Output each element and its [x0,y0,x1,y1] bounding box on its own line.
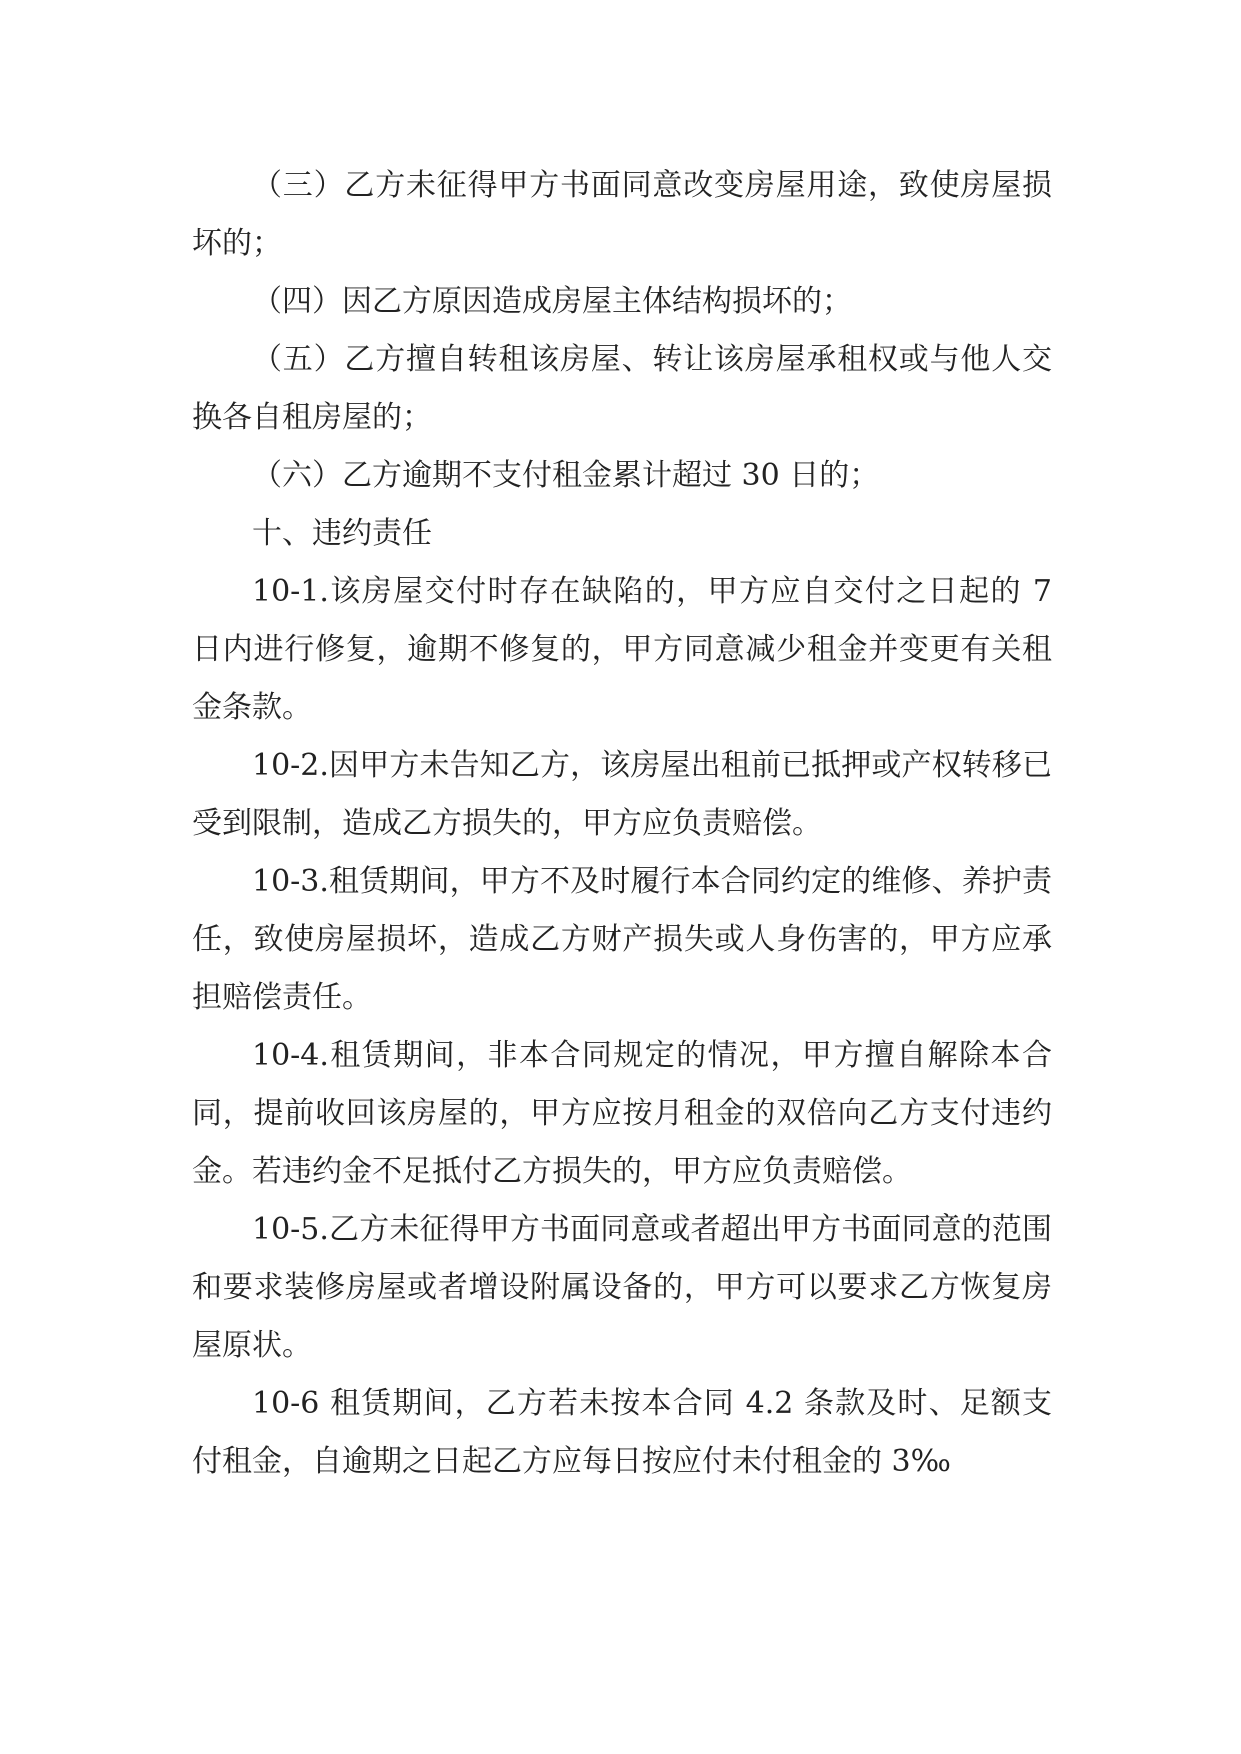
paragraph-10-2: 10-2.因甲方未告知乙方，该房屋出租前已抵押或产权转移已受到限制，造成乙方损失的，甲方应负责赔偿。 [192,748,1052,841]
paragraph-10-1: 10-1.该房屋交付时存在缺陷的，甲方应自交付之日起的 7 日内进行修复，逾期不修复的，甲方同意减少租金并变更有关租金条款。 [192,574,1052,725]
paragraph-clause-5: （五）乙方擅自转租该房屋、转让该房屋承租权或与他人交换各自租房屋的； [192,342,1052,435]
paragraph-clause-3: （三）乙方未征得甲方书面同意改变房屋用途，致使房屋损坏的； [192,168,1052,261]
paragraph-10-3: 10-3.租赁期间，甲方不及时履行本合同约定的维修、养护责任，致使房屋损坏，造成乙方财产损失或人身伤害的，甲方应承担赔偿责任。 [192,864,1052,1015]
paragraph-10-4: 10-4.租赁期间，非本合同规定的情况，甲方擅自解除本合同，提前收回该房屋的，甲方应按月租金的双倍向乙方支付违约金。若违约金不足抵付乙方损失的，甲方应负责赔偿。 [192,1038,1052,1189]
paragraph-clause-4: （四）因乙方原因造成房屋主体结构损坏的； [252,284,852,319]
paragraph-clause-6: （六）乙方逾期不支付租金累计超过 30 日的； [252,458,880,493]
document-page [192,157,1052,1491]
section-heading-breach-liability: 十、违约责任 [252,516,432,551]
paragraph-10-6: 10-6 租赁期间，乙方若未按本合同 4.2 条款及时、足额支付租金，自逾期之日起乙方应每日按应付未付租金的 3‰ [192,1386,1052,1479]
paragraph-10-5: 10-5.乙方未征得甲方书面同意或者超出甲方书面同意的范围和要求装修房屋或者增设附属设备的，甲方可以要求乙方恢复房屋原状。 [192,1212,1052,1363]
